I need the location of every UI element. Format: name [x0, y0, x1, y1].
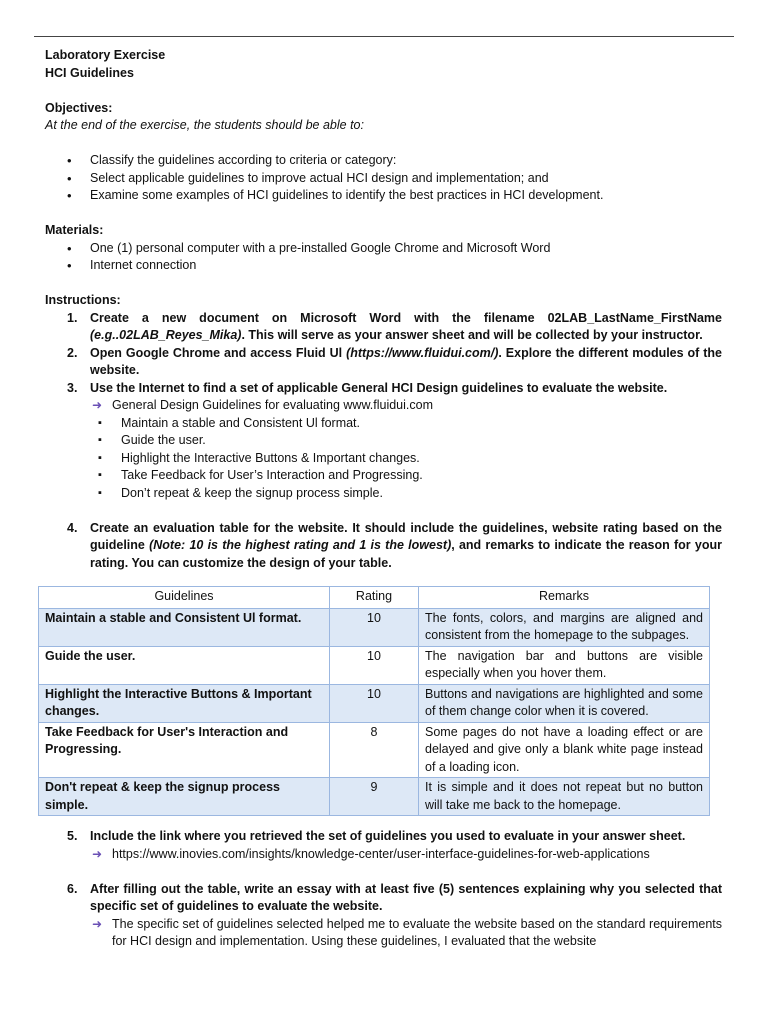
- rating-cell: 10: [330, 608, 419, 646]
- instructions-list-cont: [45, 520, 722, 573]
- objectives-list: [45, 152, 722, 205]
- guideline-cell: Maintain a stable and Consistent Ul format.: [39, 608, 330, 646]
- table-row: [39, 778, 710, 816]
- remarks-cell: It is simple and it does not repeat but no button will take me back to the homepage.: [419, 778, 710, 816]
- instruction-step-6: 6. After filling out the table, write an essay with at least five (5) sentences explaining why you selected that specific set of guidelines to evaluate the website. ➜ The specific set of guidelines selected helped me to evaluate the website based on the standard requirements for HCI design and implementation. Using these guidelines, I evaluated that the website: [45, 881, 722, 951]
- rating-cell: 10: [330, 684, 419, 722]
- arrow-bullet-icon: ➜: [92, 398, 103, 412]
- table-row: [39, 684, 710, 722]
- list-item: ▪ Maintain a stable and Consistent Ul format.: [45, 415, 722, 433]
- arrow-bullet-icon: ➜: [92, 846, 103, 861]
- list-item: ▪ Guide the user.: [45, 432, 722, 450]
- doc-title-line1: Laboratory Exercise: [45, 48, 166, 62]
- instructions-list: [45, 310, 722, 415]
- rating-cell: 9: [330, 778, 419, 816]
- list-item: ▪ Don’t repeat & keep the signup process simple.: [45, 485, 722, 503]
- guideline-cell: Guide the user.: [39, 646, 330, 684]
- remarks-cell: Buttons and navigations are highlighted and some of them change color when it is covered.: [419, 684, 710, 722]
- essay-subitem: ➜ The specific set of guidelines selected helped me to evaluate the website based on the standard requirements for HCI design and implementation. Using these guidelines, I evaluated that the website: [92, 916, 722, 948]
- instruction-step-3: 3. Use the Internet to find a set of applicable General HCI Design guidelines to evaluate the website. ➜ General Design Guidelines for evaluating www.fluidui.com: [45, 380, 722, 415]
- materials-list: [45, 240, 722, 275]
- list-item: ▪ Highlight the Interactive Buttons & Important changes.: [45, 450, 722, 468]
- instructions-heading: Instructions:: [45, 293, 121, 307]
- rating-cell: 8: [330, 722, 419, 778]
- table-row: [39, 608, 710, 646]
- list-item: ▪ Take Feedback for User’s Interaction and Progressing.: [45, 467, 722, 485]
- header-rule: [34, 36, 734, 37]
- link-subitem: ➜ https://www.inovies.com/insights/knowledge-center/user-interface-guidelines-for-web-applications: [90, 846, 722, 864]
- list-item: • Internet connection: [45, 257, 722, 275]
- guidelines-list: [45, 415, 722, 503]
- instruction-step-1: 1. Create a new document on Microsoft Word with the filename 02LAB_LastName_FirstName (e.g..02LAB_Reyes_Mika). This will serve as your answer sheet and will be collected by your instructor.: [67, 310, 722, 342]
- objectives-heading: Objectives:: [45, 100, 113, 115]
- materials-heading: Materials:: [45, 223, 104, 237]
- document-body: [45, 47, 722, 572]
- instructions-list-end: [45, 828, 722, 863]
- arrow-bullet-icon: ➜: [92, 916, 103, 931]
- guideline-cell: Don't repeat & keep the signup process simple.: [39, 778, 330, 816]
- table-row: [39, 646, 710, 684]
- list-item: • Examine some examples of HCI guidelines to identify the best practices in HCI development.: [45, 187, 722, 205]
- list-item: • Select applicable guidelines to improve actual HCI design and implementation; and: [45, 170, 722, 188]
- guidelines-subitem: ➜ General Design Guidelines for evaluating www.fluidui.com: [90, 397, 722, 415]
- header-guidelines: Guidelines: [39, 587, 330, 609]
- table-row: [39, 722, 710, 778]
- evaluation-table: [38, 586, 710, 816]
- table-header-row: [39, 587, 710, 609]
- remarks-cell: The navigation bar and buttons are visible especially when you hover them.: [419, 646, 710, 684]
- rating-cell: 10: [330, 646, 419, 684]
- header-remarks: Remarks: [419, 587, 710, 609]
- instruction-step-5: 5. Include the link where you retrieved the set of guidelines you used to evaluate in your answer sheet. ➜ https://www.inovies.com/insights/knowledge-center/user-interface-guidelines-for-web-applications: [45, 828, 722, 863]
- guideline-cell: Take Feedback for User's Interaction and Progressing.: [39, 722, 330, 778]
- instruction-step-4: 4. Create an evaluation table for the website. It should include the guidelines, website rating based on the guideline (Note: 10 is the highest rating and 1 is the lowest), and remarks to indicate the reason for your rating. You can customize the design of your table.: [67, 520, 722, 570]
- doc-title-line2: HCI Guidelines: [45, 65, 134, 80]
- remarks-cell: The fonts, colors, and margins are aligned and consistent from the homepage to the subpages.: [419, 608, 710, 646]
- list-item: • Classify the guidelines according to criteria or category:: [45, 152, 722, 170]
- guideline-cell: Highlight the Interactive Buttons & Important changes.: [39, 684, 330, 722]
- remarks-cell: Some pages do not have a loading effect or are delayed and give only a blank white page instead of a loading icon.: [419, 722, 710, 778]
- objectives-intro: At the end of the exercise, the students should be able to:: [45, 118, 364, 132]
- list-item: • One (1) personal computer with a pre-installed Google Chrome and Microsoft Word: [45, 240, 722, 258]
- instructions-list-final: [45, 881, 722, 951]
- instruction-step-2: 2. Open Google Chrome and access Fluid Ul (https://www.fluidui.com/). Explore the different modules of the website.: [67, 345, 723, 377]
- header-rating: Rating: [330, 587, 419, 609]
- document-body-after-table: [45, 828, 722, 951]
